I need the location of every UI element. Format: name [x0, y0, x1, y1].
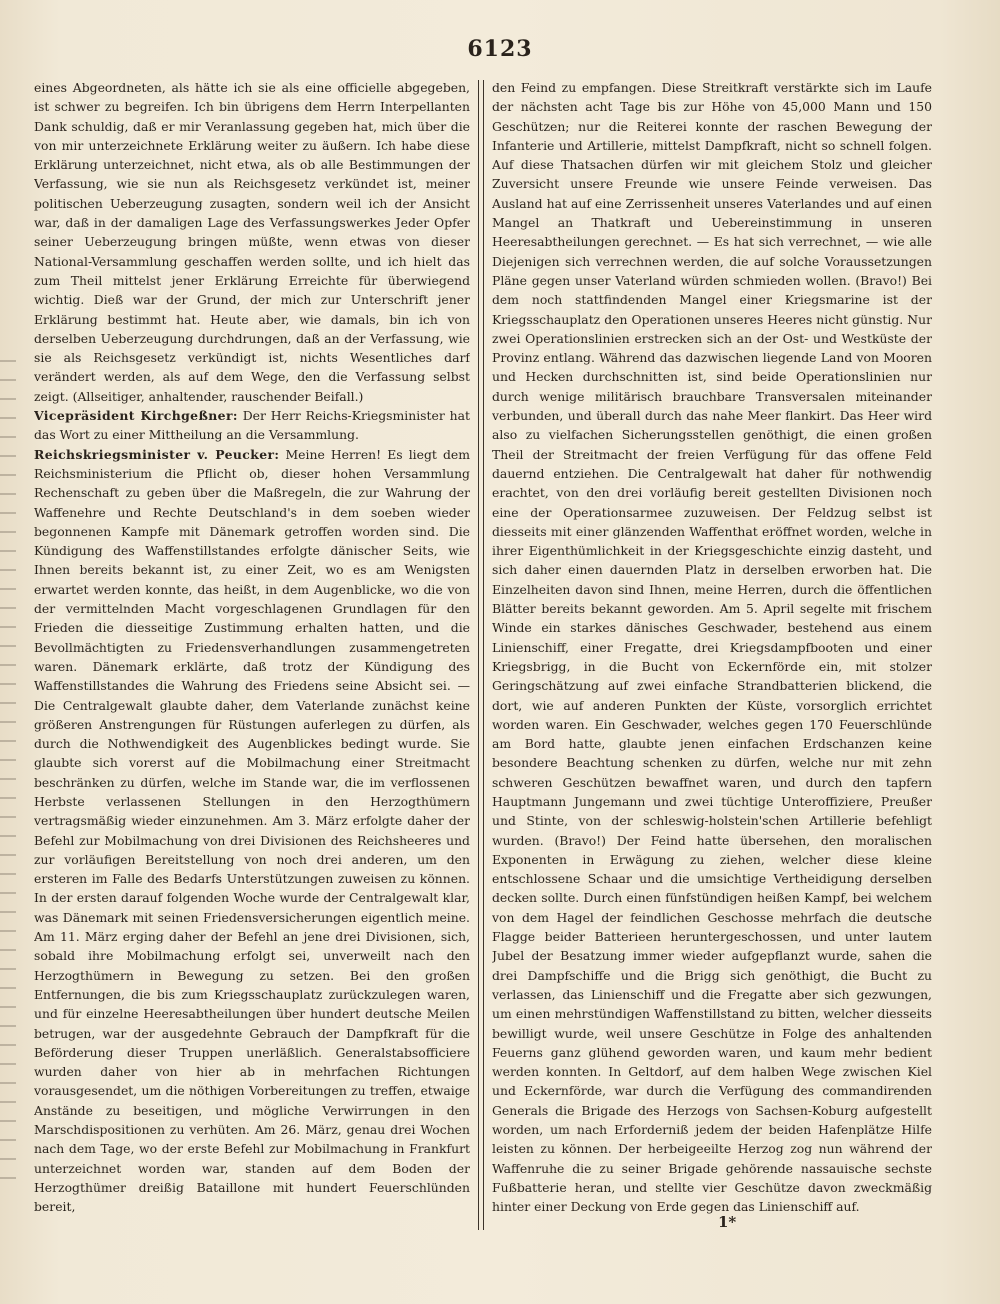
paragraph-vicepresident	[34, 406, 470, 445]
paragraph-war-minister	[34, 445, 470, 1217]
speech-text: Meine Herren! Es liegt dem Reichsministerium die Pflicht ob, dieser hohen Versammlung Rechenschaft zu geben über die Maßregeln, die zur Wahrung der Waffenehre und Rechte Deutschland's in dem soeben wieder begonnenen Kampfe mit Dänemark getroffen worden sind. Die Kündigung des Waffenstillstandes erfolgte dänischer Seits, wie Ihnen bereits bekannt ist, zu einer Zeit, wo es am Wenigsten erwartet werden konnte, das heißt, in dem Augenblicke, wo die von der vermittelnden Macht vorgeschlagenen Grundlagen für den Frieden die diesseitige Zustimmung erhalten hatten, und die Bevollmächtigten zu Friedensverhandlungen zusammengetreten waren. Dänemark erklärte, daß trotz der Kündigung des Waffenstillstandes die Wahrung des Friedens seine Absicht sei. — Die Centralgewalt glaubte daher, dem Vaterlande zunächst keine größeren Anstrengungen für Rüstungen auferlegen zu dürfen, als durch die Nothwendigkeit des Augenblickes bedingt wurde. Sie glaubte sich vorerst auf die Mobilmachung einer Streitmacht beschränken zu dürfen, welche im Stande war, die im verflossenen Herbste verlassenen Stellungen in den Herzogthümern vertragsmäßig wieder einzunehmen. Am 3. März erfolgte daher der Befehl zur Mobilmachung von drei Divisionen des Reichsheeres und zur vorläufigen Bereitstellung von noch drei anderen, um den ersteren im Falle des Bedarfs Unterstützungen zuweisen zu können. In der ersten darauf folgenden Woche wurde der Centralgewalt klar, was Dänemark mit seinen Friedensversicherungen eigentlich meine. Am 11. März erging daher der Befehl an jene drei Divisionen, sich, sobald ihre Mobilmachung erfolgt sei, unverweilt nach den Herzogthümern in Bewegung zu setzen. Bei den großen Entfernungen, die bis zum Kriegsschauplatz zurückzulegen waren, und für einzelne Heeresabtheilungen über hundert deutsche Meilen betrugen, war der ausgedehnte Gebrauch der Dampfkraft für die Beförderung dieser Truppen unerläßlich. Generalstabsofficiere wurden daher von hier ab in mehrfachen Richtungen vorausgesendet, um die nöthigen Vorbereitungen zu treffen, etwaige Anstände zu beseitigen, und mögliche Verwirrungen in den Marschdispositionen zu verhüten. Am 26. März, genau drei Wochen nach dem Tage, wo der erste Befehl zur Mobilmachung in Frankfurt unterzeichnet worden war, standen auf dem Boden der Herzogthümer dreißig Bataillone mit hundert Feuerschlünden bereit,	[34, 446, 470, 1215]
page-number: 6123	[467, 36, 533, 62]
right-column	[492, 78, 932, 1218]
speaker-name: Reichskriegsminister v. Peucker:	[34, 446, 280, 462]
speech-text: Der Herr Reichs-Kriegsminister hat das Wort zu einer Mittheilung an die Versammlung.	[34, 408, 470, 443]
binding-margin	[0, 360, 16, 1180]
speaker-name: Vicepräsident Kirchgeßner:	[34, 408, 238, 424]
paragraph-interpellation-answer: eines Abgeordneten, als hätte ich sie als eine officielle abgegeben, ist schwer zu begreifen. Ich bin übrigens dem Herrn Interpellanten Dank schuldig, daß er mir Veranlassung gegeben hat, mich über die von mir unterzeichnete Erklärung weiter zu äußern. Ich habe diese Erklärung unterzeichnet, nicht etwa, als ob alle Bestimmungen der Verfassung, wie sie nun als Reichsgesetz verkündet ist, meiner politischen Ueberzeugung zusagten, sondern weil ich der Ansicht war, daß in der damaligen Lage des Verfassungswerkes Jeder Opfer seiner Ueberzeugung bringen müßte, wenn etwas von dieser National-Versammlung geschaffen werden sollte, und ich hielt das zum Theil mittelst jener Erklärung Erreichte für überwiegend wichtig. Dieß war der Grund, der mich zur Unterschrift jener Erklärung bestimmt hat. Heute aber, wie damals, bin ich von derselben Ueberzeugung durchdrungen, daß an der Verfassung, wie sie als Reichsgesetz verkündigt ist, nichts Wesentliches darf verändert werden, als auf dem Wege, den die Verfassung selbst zeigt. (Allseitiger, anhaltender, rauschender Beifall.)	[34, 80, 470, 404]
paragraph-continuation: den Feind zu empfangen. Diese Streitkraft verstärkte sich im Laufe der nächsten acht Tage bis zur Höhe von 45,000 Mann und 150 Geschützen; nur die Reiterei konnte der raschen Bewegung der Infanterie und Artillerie, mittelst Dampfkraft, nicht so schnell folgen. Auf diese Thatsachen dürfen wir mit gleichem Stolz und gleicher Zuversicht unsere Freunde wie unsere Feinde verweisen. Das Ausland hat auf eine Zerrissenheit unseres Vaterlandes und auf einen Mangel an Thatkraft und Uebereinstimmung in unseren Heeresabtheilungen gerechnet. — Es hat sich verrechnet, — wie alle Diejenigen sich verrechnen werden, die auf solche Voraussetzungen Pläne gegen unser Vaterland würden schmieden wollen. (Bravo!) Bei dem noch stattfindenden Mangel einer Kriegsmarine ist der Kriegsschauplatz den Operationen unseres Heeres nicht günstig. Nur zwei Operationslinien erstrecken sich an der Ost- und Westküste der Provinz entlang. Während das dazwischen liegende Land von Mooren und Hecken durchschnitten ist, sind beide Operationslinien nur durch wenige militärisch brauchbare Transversalen miteinander verbunden, und überall durch das nahe Meer flankirt. Das Heer wird also zu vielfachen Sicherungsstellen genöthigt, die einen großen Theil der Streitmacht der freien Verfügung für das offene Feld dauernd entziehen. Die Centralgewalt hat daher für nothwendig erachtet, von den drei vorläufig bereit gestellten Divisionen noch eine der Operationsarmee zuzuweisen. Der Feldzug selbst ist diesseits mit einer glänzenden Waffenthat eröffnet worden, welche in ihrer Eigenthümlichkeit in der Kriegsgeschichte einzig dasteht, und sich daher einen dauernden Platz in derselben erworben hat. Die Einzelheiten davon sind Ihnen, meine Herren, durch die öffentlichen Blätter bereits bekannt geworden. Am 5. April segelte mit frischem Winde ein starkes dänisches Geschwader, bestehend aus einem Linienschiff, einer Fregatte, drei Kriegsdampfbooten und einer Kriegsbrigg, in die Bucht von Eckernförde ein, mit stolzer Geringschätzung auf zwei einfache Strandbatterien blickend, die dort, wie auf anderen Punkten der Küste, vorsorglich errichtet worden waren. Ein Geschwader, welches gegen 170 Feuerschlünde am Bord hatte, glaubte jenen einfachen Erdschanzen keine besondere Beachtung schenken zu dürfen, welche nur mit zehn schweren Geschützen bewaffnet waren, und durch den tapfern Hauptmann Jungemann und zwei tüchtige Unteroffiziere, Preußer und Stinte, von der schleswig-holstein'schen Artillerie befehligt wurden. (Bravo!) Der Feind hatte übersehen, den moralischen Exponenten in Erwägung zu ziehen, welcher diese kleine entschlossene Schaar und die umsichtige Vertheidigung derselben decken sollte. Durch einen fünfstündigen heißen Kampf, bei welchem von dem Hagel der feindlichen Geschosse mehrfach die deutsche Flagge beider Batterieen heruntergeschossen, und unter lautem Jubel der Besatzung immer wieder aufgepflanzt wurde, sahen die drei Dampfschiffe und die Brigg sich genöthigt, die Bucht zu verlassen, das Linienschiff und die Fregatte aber sich gezwungen, um einen mehrstündigen Waffenstillstand zu bitten, welcher diesseits bewilligt wurde, weil unsere Geschütze in Folge des anhaltenden Feuerns ganz glühend geworden waren, und kaum mehr bedient werden konnten. In Geltdorf, auf dem halben Wege zwischen Kiel und Eckernförde, war durch die Verfügung des commandirenden Generals die Brigade des Herzogs von Sachsen-Koburg aufgestellt worden, um nach Erforderniß jedem der beiden Hafenplätze Hilfe leisten zu können. Der herbeigeeilte Herzog zog nun während der Waffenruhe die zu seiner Brigade gehörende nassauische sechste Fußbatterie heran, und stellte vier Geschütze davon zweckmäßig hinter einer Deckung von Erde gegen das Linienschiff auf.	[492, 80, 932, 1215]
column-divider	[478, 80, 484, 1230]
left-column	[34, 78, 470, 1218]
signature-mark: 1*	[718, 1213, 737, 1231]
